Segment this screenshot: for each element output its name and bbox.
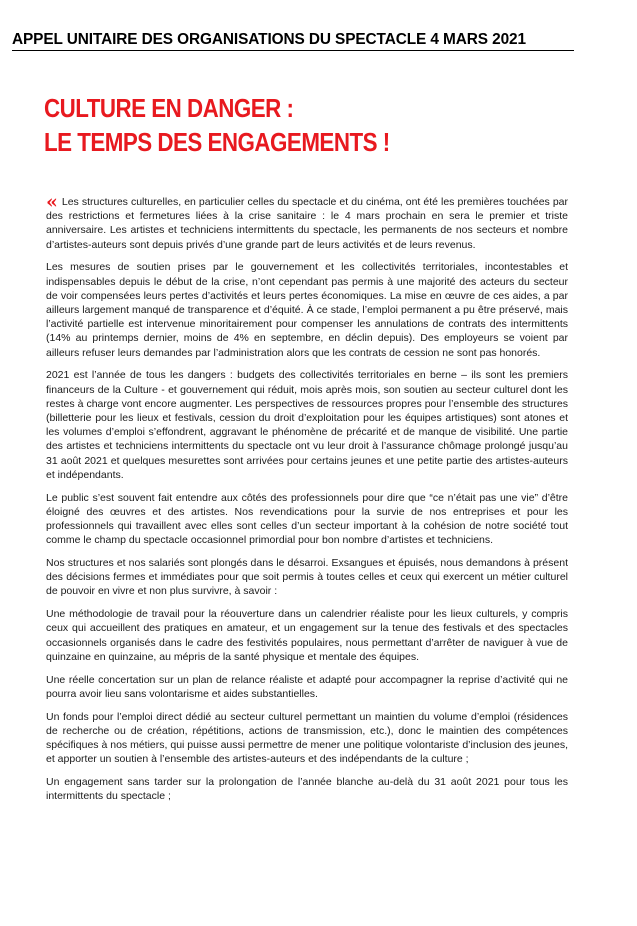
paragraph-2: Les mesures de soutien prises par le gouvernement et les collectivités territoriales, incontestables et indispensables depuis le début de la crise, n’ont cependant pas permis à une majorité des acteurs du secteur de voir compensées leurs pertes d’activités et leurs pertes économiques. La mise en œuvre de ces aides, a par ailleurs largement manqué de transparence et d’équité. À ce stade, l’emploi permanent a pu être préservé, mais l’activité partielle est intervenue minoritairement pour compenser les annulations de contrats des intermittents (14% au printemps dernier, moins de 4% en septembre, en déclin depuis). Des employeurs se voient par ailleurs refuser leurs demandes par l’administration alors que les contrats de cession ne sont pas honorés.: [46, 261, 568, 359]
paragraph-9: Un engagement sans tarder sur la prolongation de l’année blanche au-delà du 31 août 2021 pour tous les intermittents du spectacle ;: [46, 776, 568, 803]
paragraph-4: Le public s’est souvent fait entendre aux côtés des professionnels pour dire que “ce n’était pas une vie” d’être éloigné des œuvres et des artistes. Nos revendications pour la survie de nos entreprises et pour les professionnels qui travaillent avec elles sont celles d’un secteur important à la cohésion de notre société tout comme le champ du spectacle occasionnel primordial pour bon nombre d’artistes et techniciens.: [46, 491, 568, 547]
paragraph-8: Un fonds pour l’emploi direct dédié au secteur culturel permettant un maintien du volume d’emploi (résidences de recherche ou de création, répétitions, actions de transmission, etc.), donc le maintien des compétences spécifiques à nos métiers, qui puisse aussi permettre de mener une politique volontariste d’inclusion des jeunes, et apporter un soutien à l’ensemble des artistes-auteurs et des indépendants de la culture ;: [46, 710, 568, 766]
paragraph-3: 2021 est l’année de tous les dangers : budgets des collectivités territoriales en berne – ils sont les premiers financeurs de la Culture - et gouvernement qui réduit, mois après mois, son soutien au secteur culturel dont les restes à charge vont encore augmenter. Les perspectives de ressources propres pour l’ensemble des structures (billetterie pour les lieux et festivals, cession du droit d’exploitation pour les équipes artistiques) sont atones et les volumes d’emploi s’effondrent, aggravant le phénomène de précarité et de manque de visibilité. Une partie des artistes et techniciens intermittents du spectacle ont vu leur droit à l’assurance chômage prolongé jusqu’au 31 août 2021 et quelques mesurettes sont arrivées pour certains jeunes et une petite partie des artistes-auteurs et indépendants.: [46, 369, 568, 481]
headline: [44, 91, 390, 159]
paragraph-6: Une méthodologie de travail pour la réouverture dans un calendrier réaliste pour les lieux culturels, y compris ceux qui accueillent des pratiques en amateur, et un engagement sur la tenue des festivals et des spectacles occasionnels organisés dans le cadre des festivités populaires, nous permettant d’arrêter de naviguer à vue de quinzaine en quinzaine, au mépris de la santé physique et mentale des équipes.: [46, 608, 568, 663]
document-header: APPEL UNITAIRE DES ORGANISATIONS DU SPECTACLE 4 MARS 2021: [12, 31, 526, 48]
opening-quote-mark: «: [46, 191, 55, 213]
headline-line-2: LE TEMPS DES ENGAGEMENTS !: [44, 127, 390, 157]
paragraph-7: Une réelle concertation sur un plan de relance réaliste et adapté pour accompagner la reprise d’activité qui ne pourra avoir lieu sans volontarisme et aides substantielles.: [46, 673, 568, 700]
body-text: [46, 191, 568, 812]
paragraph-5: Nos structures et nos salariés sont plongés dans le désarroi. Exsangues et épuisés, nous demandons à présent des décisions fermes et immédiates pour que soit permis à toutes celles et ceux qui exercent un métier culturel de pouvoir en vivre et non plus survivre, à savoir :: [46, 557, 568, 598]
paragraph-1: [46, 191, 568, 252]
paragraph-1-text: Les structures culturelles, en particulier celles du spectacle et du cinéma, ont été les premières touchées par des restrictions et fermetures liées à la crise sanitaire : le 4 mars prochain en sera le premier et triste anniversaire. Les artistes et techniciens intermittents du spectacle, les permanents de nos secteurs et nombre d’artistes-auteurs sont depuis privés d’une grande part de leurs activités et de leurs revenus.: [46, 196, 568, 251]
header-rule: [12, 50, 574, 51]
headline-line-1: CULTURE EN DANGER :: [44, 93, 294, 123]
